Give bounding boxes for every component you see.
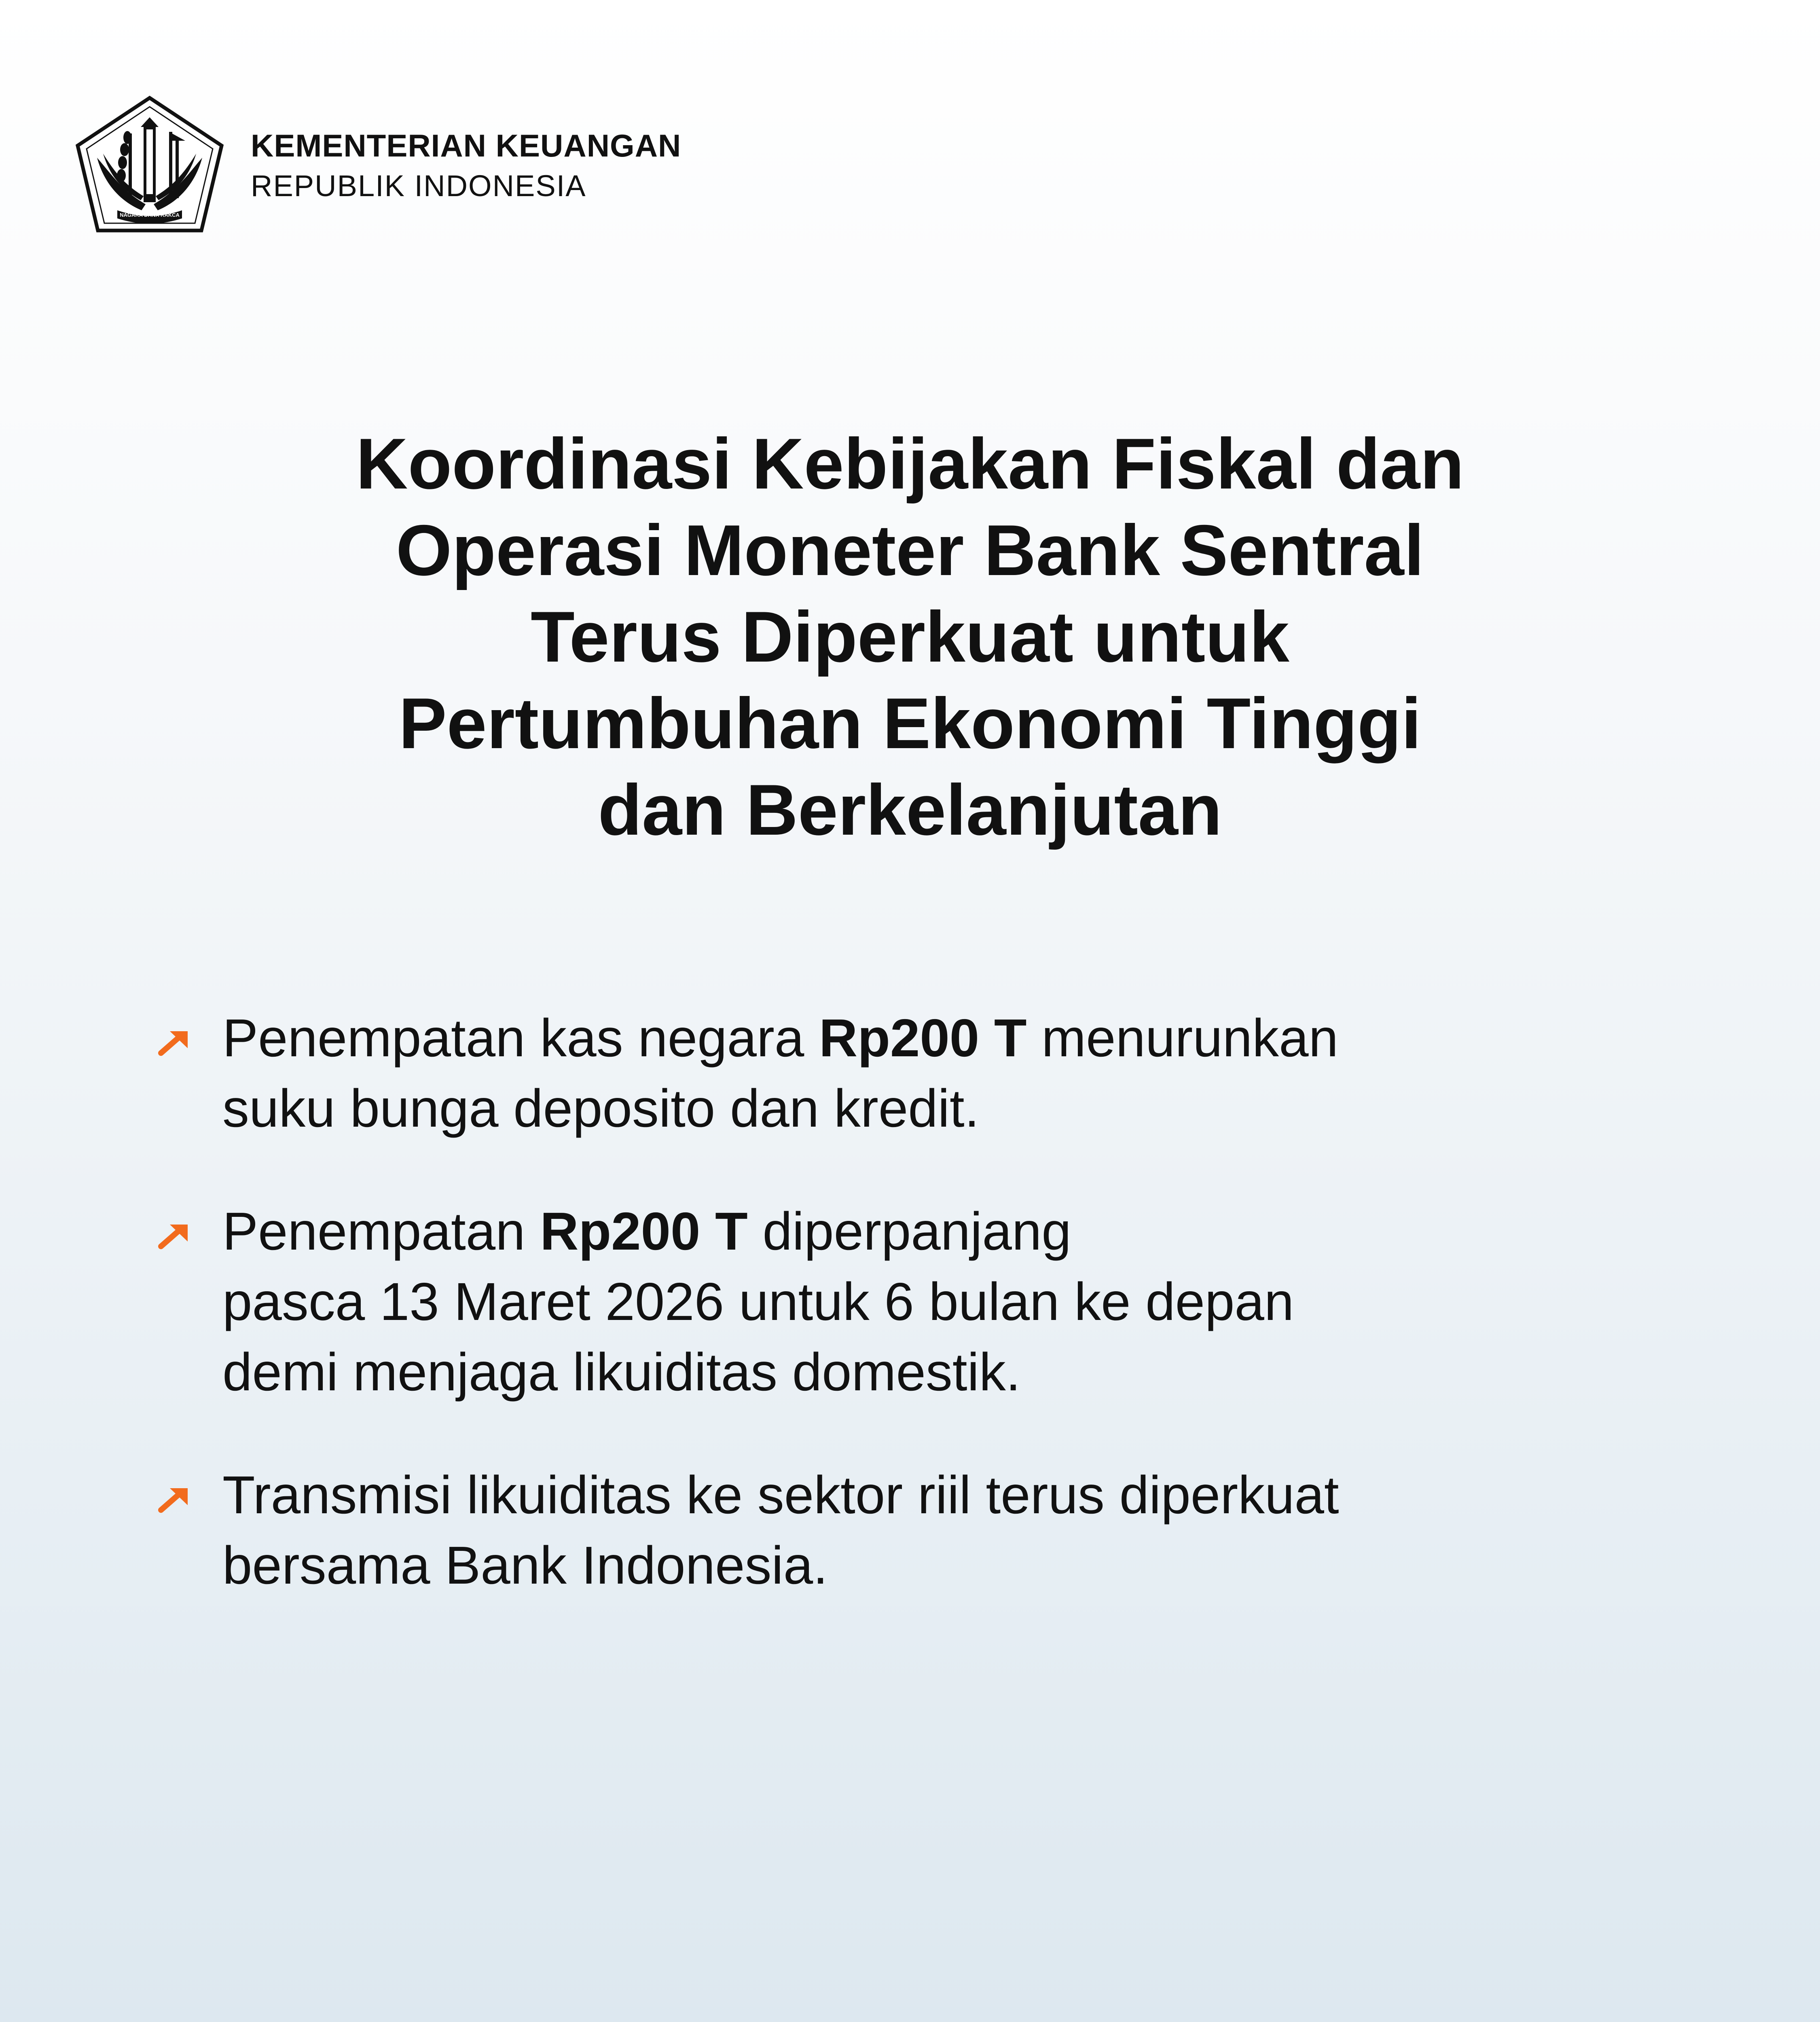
kemenkeu-emblem-icon — [73, 93, 226, 239]
title-line-3: Terus Diperkuat untuk — [531, 596, 1289, 677]
list-item — [158, 1196, 1654, 1407]
list-item-line: demi menjaga likuiditas domestik. — [222, 1342, 1021, 1402]
arrow-up-right-icon — [158, 1485, 191, 1513]
organization-name: KEMENTERIAN KEUANGAN — [251, 128, 681, 163]
list-item-line: bersama Bank Indonesia. — [222, 1536, 828, 1595]
list-item-line: suku bunga deposito dan kredit. — [222, 1079, 980, 1138]
title-line-5: dan Berkelanjutan — [598, 770, 1222, 850]
arrow-up-right-icon — [158, 1028, 191, 1056]
list-item-line: Penempatan Rp200 T diperpanjang — [222, 1201, 1071, 1261]
title-line-4: Pertumbuhan Ekonomi Tinggi — [398, 683, 1422, 764]
organization-subtitle: REPUBLIK INDONESIA — [251, 169, 586, 203]
title-line-1: Koordinasi Kebijakan Fiskal dan — [356, 423, 1464, 504]
organization-name-block — [251, 125, 681, 206]
list-item — [158, 1003, 1654, 1144]
list-item-line: Transmisi likuiditas ke sektor riil terus diperkuat — [222, 1465, 1339, 1525]
amount-highlight: Rp200 T — [819, 1008, 1027, 1068]
list-item-line: pasca 13 Maret 2026 untuk 6 bulan ke depan — [222, 1272, 1294, 1331]
arrow-up-right-icon — [158, 1221, 191, 1250]
title-line-2: Operasi Moneter Bank Sentral — [396, 510, 1424, 590]
bullet-list — [158, 1003, 1654, 1653]
list-item-line: Penempatan kas negara Rp200 T menurunkan — [222, 1008, 1338, 1068]
page-title — [202, 421, 1618, 853]
header — [73, 93, 681, 239]
amount-highlight: Rp200 T — [540, 1201, 748, 1261]
svg-text:NAGARA DANA RAKCA: NAGARA DANA RAKCA — [120, 212, 180, 218]
list-item — [158, 1460, 1654, 1601]
